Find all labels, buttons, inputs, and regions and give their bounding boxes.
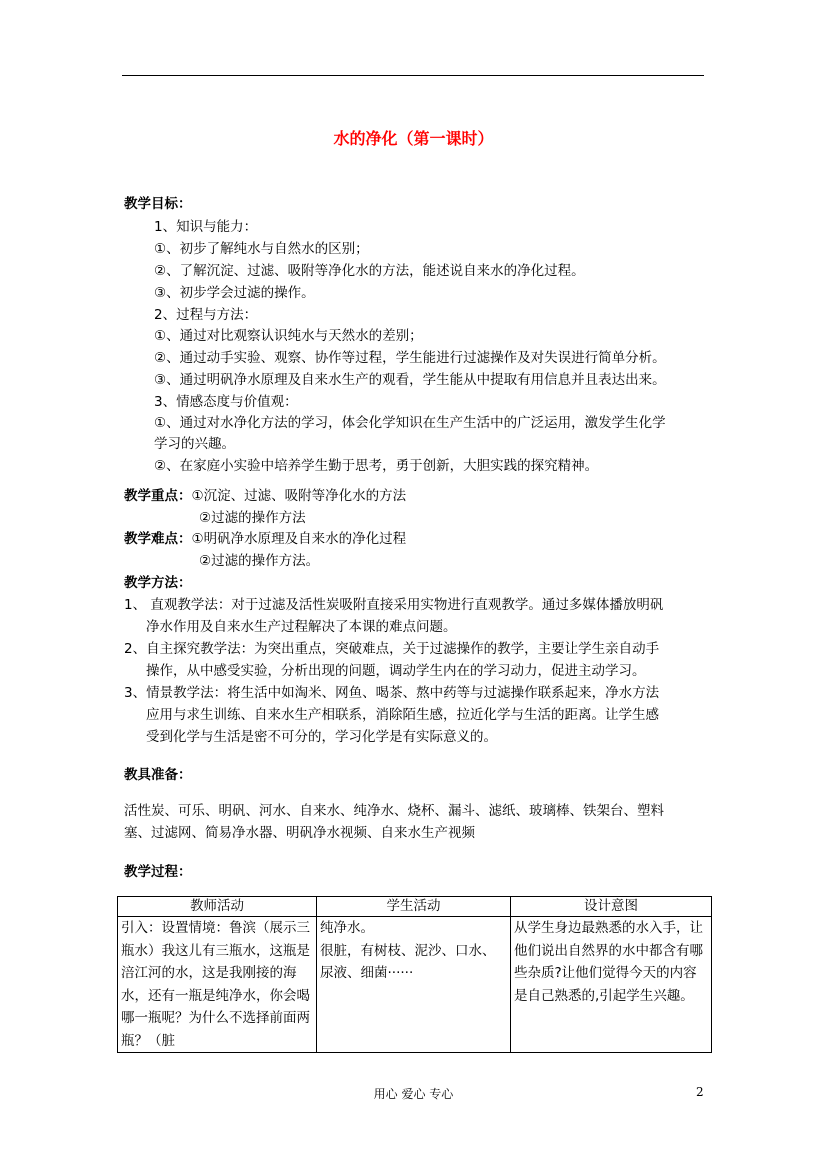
goal-line: 学习的兴趣。 bbox=[154, 436, 235, 452]
teacher-activity-text: 引入：设置情境：鲁滨（展示三瓶水）我这儿有三瓶水，这瓶是涪江河的水，这是我刚接的海水，还有一瓶是纯净水，你会喝哪一瓶呢？为什么不选择前面两瓶？（脏 bbox=[121, 920, 310, 1049]
goals-heading: 教学目标： bbox=[124, 196, 192, 212]
equipment-line: 塞、过滤网、简易净水器、明矾净水视频、自来水生产视频 bbox=[124, 825, 475, 841]
student-activity-line: 很脏，有树枝、泥沙、口水、尿液、细菌······ bbox=[320, 942, 496, 981]
footer-motto: 用心 爱心 专心 bbox=[373, 1087, 454, 1101]
method-line: 应用与求生训练、自来水生产相联系，消除陌生感，拉近化学与生活的距离。让学生感 bbox=[146, 707, 659, 723]
table-header-row bbox=[118, 897, 712, 917]
goal-line: ②、通过动手实验、观察、协作等过程，学生能进行过滤操作及对失误进行简单分析。 bbox=[154, 350, 666, 366]
method-line: 2、自主探究教学法：为突出重点，突破难点，关于过滤操作的教学，主要让学生亲自动手 bbox=[124, 641, 660, 657]
page-title: 水的净化（第一课时） bbox=[333, 129, 494, 148]
difficulty-1: ①明矾净水原理及自来水的净化过程 bbox=[191, 531, 407, 547]
column-header: 教师活动 bbox=[118, 897, 317, 917]
header-rule bbox=[122, 75, 704, 76]
key-point-2: ②过滤的操作方法 bbox=[199, 510, 306, 526]
goal-line: ③、初步学会过滤的操作。 bbox=[154, 285, 315, 301]
goal-line: 1、知识与能力： bbox=[154, 219, 258, 235]
method-line: 1、 直观教学法：对于过滤及活性炭吸附直接采用实物进行直观教学。通过多媒体播放明矾 bbox=[124, 597, 664, 613]
design-intent-text: 从学生身边最熟悉的水入手，让他们说出自然界的水中都含有哪些杂质?让他们觉得今天的内容是自己熟悉的,引起学生兴趣。 bbox=[514, 920, 703, 1004]
method-line: 净水作用及自来水生产过程解决了本课的难点问题。 bbox=[146, 619, 457, 635]
process-table bbox=[117, 896, 712, 1053]
teacher-activity-cell bbox=[118, 917, 317, 1053]
process-heading: 教学过程： bbox=[124, 864, 192, 880]
goal-line: ①、初步了解纯水与自然水的区别； bbox=[154, 241, 369, 257]
equipment-heading: 教具准备： bbox=[124, 767, 192, 783]
column-header: 学生活动 bbox=[317, 897, 511, 917]
goal-line: 2、过程与方法： bbox=[154, 307, 258, 323]
goal-line: ③、通过明矾净水原理及自来水生产的观看，学生能从中提取有用信息并且表达出来。 bbox=[154, 372, 666, 388]
key-points-label: 教学重点： bbox=[124, 488, 192, 504]
goal-line: ①、通过对比观察认识纯水与天然水的差别； bbox=[154, 328, 423, 344]
method-line: 受到化学与生活是密不可分的，学习化学是有实际意义的。 bbox=[146, 729, 497, 745]
goal-line: ①、通过对水净化方法的学习，体会化学知识在生产生活中的广泛运用，激发学生化学 bbox=[154, 415, 666, 431]
student-activity-cell bbox=[317, 917, 511, 1053]
method-line: 3、情景教学法：将生活中如淘米、网鱼、喝茶、熬中药等与过滤操作联系起来，净水方法 bbox=[124, 685, 660, 701]
table-row bbox=[118, 917, 712, 1053]
column-header: 设计意图 bbox=[511, 897, 712, 917]
goal-line: ②、了解沉淀、过滤、吸附等净化水的方法，能述说自来水的净化过程。 bbox=[154, 263, 585, 279]
difficulties bbox=[124, 529, 406, 549]
page-number: 2 bbox=[696, 1085, 704, 1099]
student-activity-line: 纯净水。 bbox=[320, 920, 374, 936]
difficulty-2: ②过滤的操作方法。 bbox=[199, 553, 320, 569]
key-point-1: ①沉淀、过滤、吸附等净化水的方法 bbox=[191, 488, 407, 504]
key-points bbox=[124, 486, 406, 506]
difficulties-label: 教学难点： bbox=[124, 531, 192, 547]
design-intent-cell bbox=[511, 917, 712, 1053]
methods-heading: 教学方法： bbox=[124, 575, 192, 591]
goal-line: 3、情感态度与价值观： bbox=[154, 394, 298, 410]
equipment-line: 活性炭、可乐、明矾、河水、自来水、纯净水、烧杯、漏斗、滤纸、玻璃棒、铁架台、塑料 bbox=[124, 803, 664, 819]
goal-line: ②、在家庭小实验中培养学生勤于思考，勇于创新，大胆实践的探究精神。 bbox=[154, 458, 599, 474]
method-line: 操作，从中感受实验，分析出现的问题，调动学生内在的学习动力，促进主动学习。 bbox=[146, 663, 646, 679]
